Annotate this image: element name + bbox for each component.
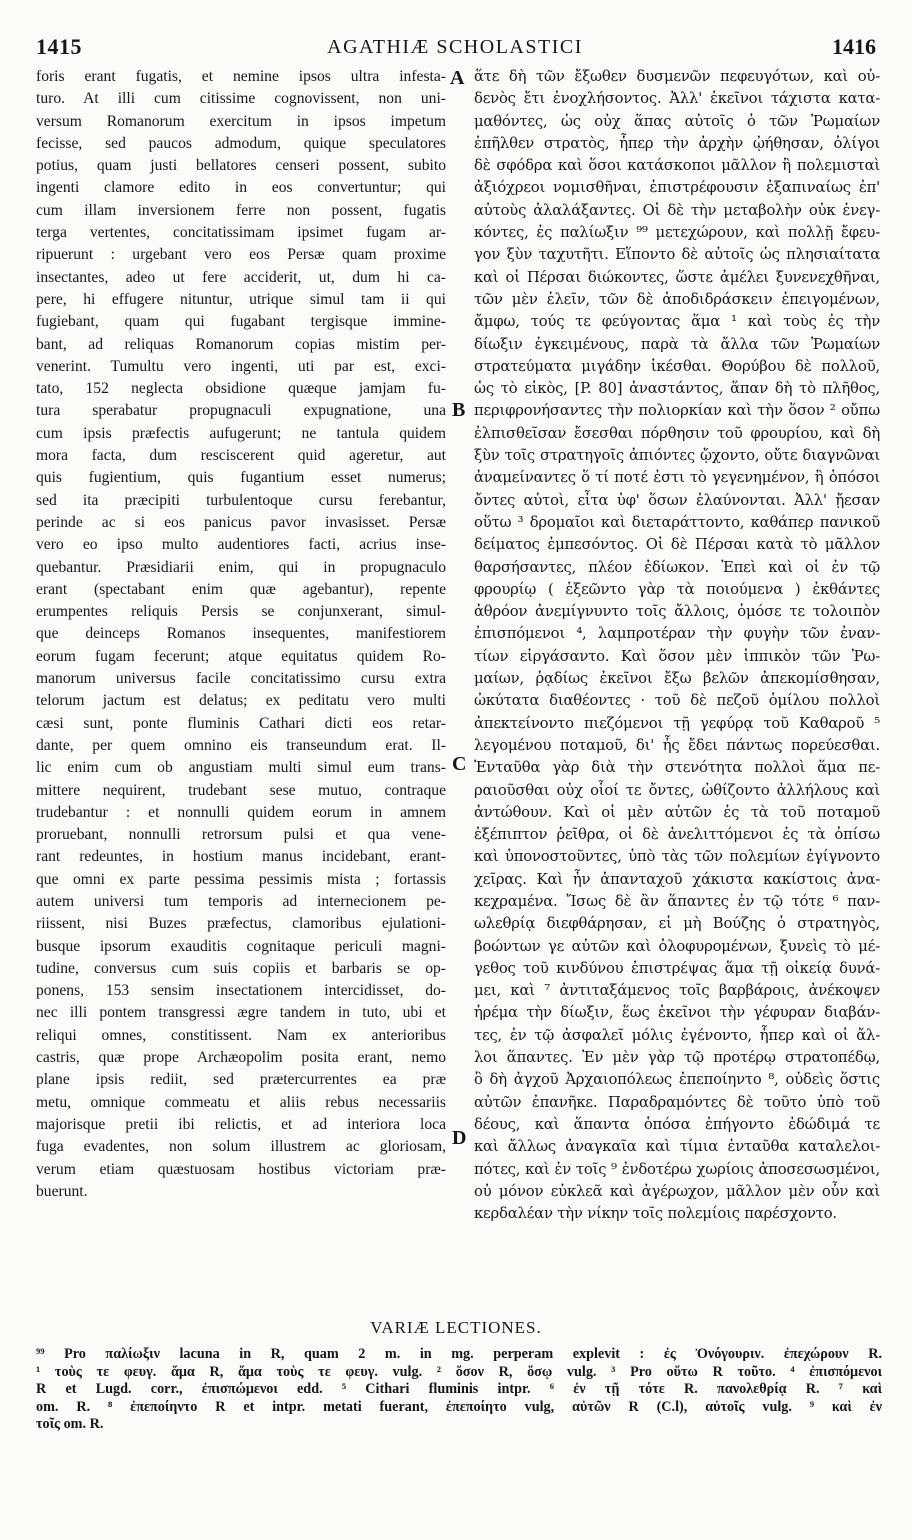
latin-text-line: trudebantur : et nonnulli quidem eorum in amnem <box>36 803 446 821</box>
latin-text-line: fuga evadentes, non solum illustrem ac gloriosam, <box>36 1138 446 1156</box>
latin-text-line: venerint. Tumultu vero ingenti, uti par est, exci- <box>36 357 446 375</box>
latin-text-line: foris erant fugatis, et nemine ipsos ultra infesta- <box>36 68 446 85</box>
greek-text-line: οὐ μόνον εὐκλεᾶ καὶ ἀγέρωχον, μᾶλλον μὲν οὖν καὶ <box>474 1182 880 1200</box>
variant-note-line: ⁹⁹ Pro παλίωξιν lacuna in R, quam 2 m. in mg. perperam explevit : ἐς Ὀνόγουριν. ἐπεχώρουν R. <box>36 1346 882 1362</box>
latin-column <box>36 66 446 1203</box>
greek-text-line: μαίων, ῥᾳδίως ἐκεῖνοι ἔξω βελῶν ἀπεκομίσθησαν, <box>474 670 880 688</box>
greek-text-line: φρουρίῳ ( ἑξεῶντο γὰρ τὰ ποιούμενα ) ἐκθάντες <box>474 580 880 598</box>
latin-text-line: pere, hi effugere nituntur, utrique simul tam ii qui <box>36 290 446 308</box>
latin-text-line: proruebant, nonnulli retrorsum pulsi et qua vene- <box>36 826 446 844</box>
greek-text-line: κόντες, ἐς παλίωξιν ⁹⁹ μετεχώρουν, καὶ πολλῇ ἔφευ- <box>474 224 880 242</box>
page-number-left: 1415 <box>36 34 82 59</box>
greek-text-line: κεχραμένα. Ἴσως δὲ ἂν ἅπαντες ἐν τῷ τότε ⁶ παν- <box>474 892 880 910</box>
greek-text-line: ὃ δὴ ἀγχοῦ Ἀρχαιοπόλεως ἐπεποίηντο ⁸, οὐδεὶς ὅστις <box>474 1071 880 1089</box>
greek-text-line: δέους, καὶ ἅπαντα ὁπόσα ἐπήγοντο ἐδώδιμά τε <box>474 1115 880 1133</box>
greek-text-line: ἀναμείναντες ὅ τί ποτέ ἐστι τὸ γεγενημένον, ἢ ὁπόσοι <box>474 469 880 487</box>
latin-text-line: metu, omnique commeatu et aliis rebus necessariis <box>36 1093 446 1111</box>
latin-text-line: terga vertentes, concitatissimam ipsimet fugam ar- <box>36 224 446 242</box>
variae-lectiones-title: VARIÆ LECTIONES. <box>370 1318 542 1337</box>
latin-text-line: turo. At illi cum citissime cognovissent, non uni- <box>36 90 446 108</box>
latin-text-line: buerunt. <box>36 1182 88 1200</box>
greek-text-line: ἀθρόον ἀνεμίγνυντο τοῖς ἄλλοις, ὁμόσε τε τολοιπὸν <box>474 603 880 621</box>
page-number-right: 1416 <box>832 34 876 59</box>
latin-text-line: insectantes, adeo ut fere acciderit, ut, dum hi ca- <box>36 268 446 286</box>
latin-text-line: telorum jactum est delatus; ex peditatu vero multi <box>36 692 446 710</box>
latin-text-line: ripuerunt : urgebant vero eos Persæ quam proxime <box>36 246 446 264</box>
section-marker-a: A <box>450 67 465 89</box>
section-marker-d: D <box>452 1127 467 1149</box>
latin-text-line: tura sperabatur propugnaculi expugnatione, una <box>36 402 446 420</box>
greek-text-line: ἅτε δὴ τῶν ἔξωθεν δυσμενῶν πεφευγότων, καὶ οὐ- <box>474 68 880 85</box>
latin-text-line: que deinceps Romanos insequentes, manifestiorem <box>36 625 446 643</box>
greek-text-line: τῶν μὲν ἑλεῖν, τῶν δὲ ἀποδιδράσκειν ἐπειγομένων, <box>474 290 880 308</box>
variae-lectiones-notes <box>36 1346 882 1434</box>
greek-text-line: ξὺν τοῖς στρατηγοῖς ἀπιόντες ᾤχοντο, οὔτε διαγνῶναι <box>474 447 880 465</box>
greek-text-line: περιφρονήσαντες τὴν πολιορκίαν καὶ τὴν ὅσον ² οὔπω <box>474 402 880 420</box>
latin-text-line: sed ita præcipiti turbulentoque cursu ferebantur, <box>36 491 446 509</box>
greek-text-line: Ἐνταῦθα γὰρ διὰ τὴν στενότητα πολλοὶ ἅμα πε- <box>474 759 880 777</box>
greek-text-line: τίων εἰργάσαντο. Καὶ ὅσον μὲν ἱππικὸν τῶν Ῥω- <box>474 647 880 665</box>
greek-text-line: γεθος τοῦ κινδύνου ἐπιστρέψας ἅμα τῇ οἰκείᾳ δυνά- <box>474 959 880 977</box>
latin-text-line: eorum fugam fecerunt; atque equitatus quidem Ro- <box>36 647 446 665</box>
latin-text-line: lic enim cum ob angustiam multi simul eum trans- <box>36 759 446 777</box>
greek-text-line: ἀξιόχρεοι νομισθῆναι, ἐπιστρέφουσιν ἐξαπιναίως ἐπ' <box>474 179 880 197</box>
section-marker-c: C <box>452 753 467 775</box>
latin-text-line: quebantur. Præsidiarii enim, qui in propugnaculo <box>36 558 446 576</box>
greek-text-line: δείματος ἐμπεσόντος. Οἱ δὲ Πέρσαι κατὰ τὸ μᾶλλον <box>474 536 880 554</box>
variant-note-line: om. R. ⁸ ἐπεποίηντο R et intpr. metati fuerant, ἐπεποίητο vulg, αὐτῶν R (C.l), αὐτοῖς vulg. ⁹ καὶ ἐν <box>36 1398 882 1415</box>
latin-text-line: erant (spectabant enim quæ agebantur), repente <box>36 580 446 598</box>
latin-text-line: tudine, conversus cum suis copiis et barbaris se op- <box>36 959 446 977</box>
greek-text-line: καὶ ὑπονοστοῦντες, ὑπὸ τὰς τῶν πολεμίων ἐγίγνοντο <box>474 848 880 866</box>
latin-text-line: potius, quam justi bellatores censeri possent, subito <box>36 157 446 175</box>
latin-text-line: nec illi pontem transgressi ægre tandem in tuto, ubi et <box>36 1004 446 1022</box>
greek-text-line: μαθόντες, ὡς οὐχ ἅπας αὐτοῖς ὁ τῶν Ῥωμαίων <box>474 112 880 130</box>
latin-text-line: majorisque pretii ibi relictis, et ad interiora loca <box>36 1115 446 1133</box>
greek-text-line: καὶ οἱ Πέρσαι διώκοντες, ὥστε ἀμέλει ξυνενεχθῆναι, <box>474 268 880 286</box>
greek-text-line: δὲ σφόδρα καὶ ὅσοι κατάσκοποι μᾶλλον ἢ πολεμισταὶ <box>474 157 880 175</box>
latin-text-line: fecisse, sed paucos admodum, quique speculatores <box>36 134 446 152</box>
greek-text-line: μει, καὶ ⁷ ἀντιταξάμενος τοῖς βαρβάροις, ἀνέκοψεν <box>474 982 880 1000</box>
latin-text-line: manorum universus facile concitatissimo cursu extra <box>36 670 446 688</box>
latin-text-line: ponens, 153 sensim insectationem intercidisset, do- <box>36 982 446 1000</box>
latin-text-line: vero eo ipso multo audentiores facti, acrius inse- <box>36 536 446 554</box>
running-title: AGATHIÆ SCHOLASTICI <box>327 36 583 58</box>
latin-text-line: reliqui omnes, constitissent. Nam ex anterioribus <box>36 1026 446 1044</box>
greek-text-line: δενὸς ἔτι ἐνοχλήσοντος. Ἀλλ' ἐκεῖνοι τάχιστα κατα- <box>474 90 880 108</box>
greek-text-line: ἠρέμα τὴν δίωξιν, ἕως ἐκεῖνοι τὴν γέφυραν διαβάν- <box>474 1004 880 1022</box>
latin-text-line: mittere nequirent, trudebant sese mutuo, contraque <box>36 781 446 799</box>
latin-text-line: dante, per quem omnino eis transeundum erat. Il- <box>36 736 446 754</box>
greek-text-line: αὐτῶν ἐπανῆκε. Παραδραμόντες δὲ τοῦτο ὑπὸ τοῦ <box>474 1093 880 1111</box>
greek-text-line: οὕτω ³ δρομαῖοι καὶ διεταράττοντο, καθάπερ πανικοῦ <box>474 513 880 531</box>
greek-text-line: ἐλπισθεῖσαν ἔσεσθαι πόρθησιν τοῦ φρουρίου, καὶ δὴ <box>474 424 880 442</box>
greek-text-line: θαρσήσαντες, πλέον ἐδίωκον. Ἐπεὶ καὶ οἱ ἐν τῷ <box>474 558 880 576</box>
greek-column <box>474 66 880 1225</box>
greek-text-line: ἐπῆλθεν στρατὸς, ἧπερ τὴν ἀρχὴν ᾠήθησαν, ὀλίγοι <box>474 134 880 152</box>
greek-text-line: ἄμφω, τούς τε φεύγοντας ἅμα ¹ καὶ τοὺς ἐς τὴν <box>474 313 880 331</box>
greek-text-line: ωλεθρίᾳ διεφθάρησαν, εἰ μὴ Βούζης ὁ στρατηγὸς, <box>474 915 880 933</box>
variant-note-line: R et Lugd. corr., ἐπισπώμενοι edd. ⁵ Cithari fluminis intpr. ⁶ ἐν τῇ τότε R. πανολεθρίᾳ R. ⁷ καὶ <box>36 1381 882 1397</box>
latin-text-line: verum etiam quæstuosam hostibus victoriam præ- <box>36 1160 446 1178</box>
greek-text-line: ραιοῦσθαι οὐχ οἷοί τε ὄντες, ὠθίζοντο ἀλλήλους καὶ <box>474 781 880 799</box>
latin-text-line: erumpentes reliquis Persis se conjunxerant, simul- <box>36 603 446 621</box>
running-header <box>30 34 880 62</box>
latin-text-line: mora facta, dum resciscerent quid ageretur, aut <box>36 447 446 465</box>
greek-text-line: λοι ἅπαντες. Ἐν μὲν γὰρ τῷ προτέρῳ στρατοπέδῳ, <box>474 1049 880 1067</box>
latin-text-line: cæsi sunt, ponte fluminis Cathari dicti eos retar- <box>36 714 446 732</box>
latin-text-line: plane ipsis rediit, sed prætercurrentes ea præ <box>36 1071 446 1089</box>
variant-note-line: ¹ τοὺς τε φευγ. ἅμα R, ἅμα τοὺς τε φευγ. vulg. ² ὅσον R, ὅσῳ vulg. ³ Pro οὕτω R τοῦτο. ⁴ ἐπισπόμενοι <box>36 1363 882 1380</box>
latin-text-line: fugiebant, quam qui fugabant tergisque immine- <box>36 313 446 331</box>
section-marker-b: B <box>452 399 466 421</box>
greek-text-line: χεῖρας. Καὶ ἦν ἁπανταχοῦ χάκιστα κακίστοις ἀνα- <box>474 870 880 888</box>
latin-text-line: busque ipsorum exauditis cognitaque periculi magni- <box>36 937 446 955</box>
latin-text-line: quis fugientium, quis fugantium esset numerus; <box>36 469 446 487</box>
latin-text-line: autem universi tum temporis ad internecionem pe- <box>36 892 446 910</box>
latin-text-line: ingenti clamore edito in eos convertuntur; qui <box>36 179 446 197</box>
latin-text-line: que omni ex parte pessima pessimis mista ; fortassis <box>36 870 446 888</box>
latin-text-line: tato, 152 neglecta obsidione quæque jamjam fu- <box>36 380 446 398</box>
greek-text-line: ὠκύτατα διαθέοντες · τοῦ δὲ πεζοῦ ὁμίλου πολλοὶ <box>474 692 880 710</box>
greek-text-line: βοώντων γε αὐτῶν καὶ ὀλοφυρομένων, ξυνεὶς τὸ μέ- <box>474 937 880 955</box>
latin-text-line: riissent, nisi Buzes præfectus, clamoribus ejulationi- <box>36 915 446 933</box>
latin-text-line: cum illam inversionem ferre non possent, fugatis <box>36 201 446 219</box>
latin-text-line: cum ipsis præfectis aufugerunt; ne tantula quidem <box>36 424 446 442</box>
greek-text-line: λεγομένου ποταμοῦ, δι' ἧς ἔδει πάντως πορεύεσθαι. <box>474 736 880 754</box>
greek-text-line: γον ξὺν ταχυτῆτι. Εἵποντο δὲ αὐτοῖς ὡς πλησιαίτατα <box>474 246 880 264</box>
greek-text-line: ὄντες αὐτοὶ, εἶτα ὑφ' ὅσων ἐλαύνονται. Ἀλλ' ᾔεσαν <box>474 491 880 509</box>
latin-text-line: versum Romanorum exercitum in ipsos impetum <box>36 112 446 130</box>
latin-text-line: bant, ad reliquas Romanorum copias mistim per- <box>36 335 446 353</box>
greek-text-line: πότες, καὶ ἐν τοῖς ⁹ ἐνδοτέρω χωρίοις ἀποσεσωσμένοι, <box>474 1160 880 1178</box>
greek-text-line: ἀντώθουν. Καὶ οἱ μὲν αὐτῶν ἐς τὰ τοῦ ποταμοῦ <box>474 803 880 821</box>
greek-text-line: ἐξέπιπτον ῥεῖθρα, οἱ δὲ ἀνελιττόμενοι ἐς τὰ ὀπίσω <box>474 826 880 844</box>
greek-text-line: κερδαλέαν τὴν νίκην τοῖς πολεμίοις παρέσχοντο. <box>474 1205 837 1223</box>
variant-note-line: τοῖς om. R. <box>36 1416 104 1432</box>
greek-text-line: ἐπισπόμενοι ⁴, λαμπροτέραν τὴν φυγὴν τῶν ἐναν- <box>474 625 880 643</box>
latin-text-line: castris, quæ prope Archæopolim posita erant, nemo <box>36 1049 446 1067</box>
greek-text-line: ὡς τὸ εἰκὸς, [P. 80] ἀναστάντος, ἅπαν δὴ τὸ πλῆθος, <box>474 380 880 398</box>
greek-text-line: τες, ἐν τῷ ἀσφαλεῖ μόλις ἐγένοντο, ἧπερ καὶ οἱ ἄλ- <box>474 1026 880 1044</box>
greek-text-line: καὶ ἄλλως ἀναγκαῖα καὶ τίμια ἐνταῦθα καταλελοι- <box>474 1138 880 1156</box>
greek-text-line: στρατεύματα μιγάδην ἱκέσθαι. Θορύβου δὲ πολλοῦ, <box>474 357 880 375</box>
latin-text-line: perinde ac si eos panicus pavor invasisset. Persæ <box>36 513 446 531</box>
latin-text-line: rant redeuntes, in hostium manus incidebant, erant- <box>36 848 446 866</box>
greek-text-line: αὐτοὺς ἀλαλάξαντες. Οἱ δὲ τὴν μεταβολὴν οὐκ ἐνεγ- <box>474 201 880 219</box>
greek-text-line: ἀπεκτείνοντο πιεζόμενοι τῇ γεφύρᾳ τοῦ Καθαροῦ ⁵ <box>474 714 880 732</box>
greek-text-line: δίωξιν ἐγκειμένους, παρὰ τὰ ἄλλα τῶν Ῥωμαίων <box>474 335 880 353</box>
